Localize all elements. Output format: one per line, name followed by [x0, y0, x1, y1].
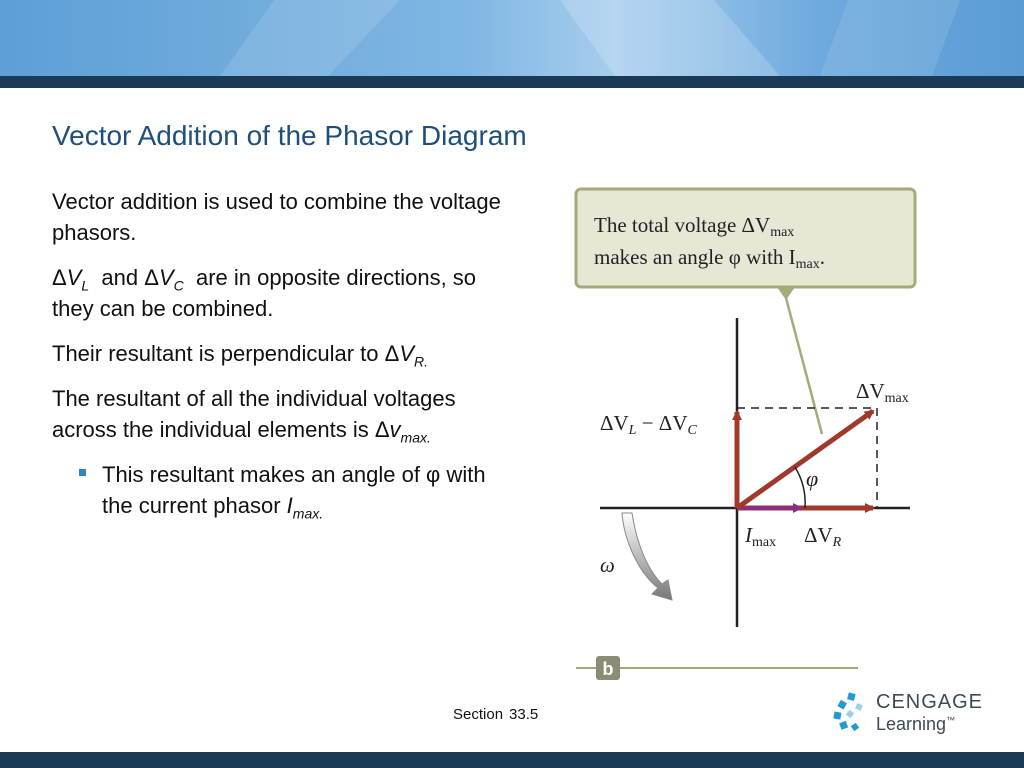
label-imax: Imax — [745, 523, 777, 550]
delta-symbol: Δ — [52, 265, 67, 290]
text-angle: This resultant makes an angle of φ with the current phasor — [102, 462, 486, 518]
sub-l: L — [81, 277, 90, 294]
text-resultant: The resultant of all the individual voltages across the individual elements is Δ — [52, 386, 456, 442]
banner-shard — [560, 0, 780, 76]
callout-leader-line — [786, 298, 822, 434]
text-opposite: are in opposite directions, so they can be combined. — [52, 265, 477, 321]
footer-bar — [0, 752, 1024, 768]
sub-max: max. — [292, 505, 324, 522]
callout-box — [576, 189, 915, 287]
callout-line1: The total voltage ΔVmax — [594, 213, 795, 240]
label-vr: ΔVR — [804, 523, 842, 550]
callout-line2: makes an angle φ with Imax. — [594, 245, 826, 272]
slide-body — [52, 186, 512, 521]
panel-badge-label: b — [602, 659, 614, 679]
phasor-diagram — [560, 180, 940, 690]
text-and: and Δ — [101, 265, 159, 290]
sub-r: R. — [414, 353, 428, 370]
phi-angle-arc — [795, 467, 805, 508]
paragraph-opposite-directions — [52, 262, 512, 324]
paragraph-perpendicular — [52, 338, 512, 369]
slide-title: Vector Addition of the Phasor Diagram — [52, 120, 527, 151]
section-number: 33.5 — [509, 706, 539, 723]
header-banner — [0, 0, 1024, 76]
banner-shard — [820, 0, 960, 76]
label-omega: ω — [600, 553, 615, 577]
var-v: V — [66, 265, 82, 290]
logo-wordmark-cengage: CENGAGE — [876, 691, 984, 713]
label-vmax: ΔVmax — [856, 379, 909, 406]
trademark-symbol: ™ — [946, 715, 956, 725]
bullet-list — [52, 459, 512, 521]
label-phi: φ — [806, 466, 819, 491]
header-stripe — [0, 76, 1024, 88]
sub-c: C — [173, 277, 184, 294]
banner-shard — [220, 0, 400, 76]
paragraph-resultant — [52, 383, 512, 445]
label-vl-minus-vc: ΔVL − ΔVC — [600, 411, 697, 438]
logo-wordmark-learning: Learning™ — [876, 714, 956, 734]
paragraph-vector-addition: Vector addition is used to combine the voltage phasors. — [52, 189, 501, 245]
square-bullet-icon — [79, 469, 86, 476]
text-perpendicular: Their resultant is perpendicular to Δ — [52, 341, 400, 366]
var-v: V — [158, 265, 174, 290]
section-label: Section — [453, 706, 504, 723]
omega-rotation-arrow — [622, 513, 672, 600]
phasor-diagram-svg — [560, 180, 940, 690]
list-item — [52, 459, 512, 521]
cengage-mark-icon — [832, 690, 872, 736]
var-i: I — [286, 493, 293, 518]
cengage-logo — [832, 690, 992, 736]
var-v: V — [399, 341, 414, 366]
section-footer — [453, 706, 544, 723]
var-v: v — [389, 417, 401, 442]
sub-max: max. — [400, 429, 431, 446]
